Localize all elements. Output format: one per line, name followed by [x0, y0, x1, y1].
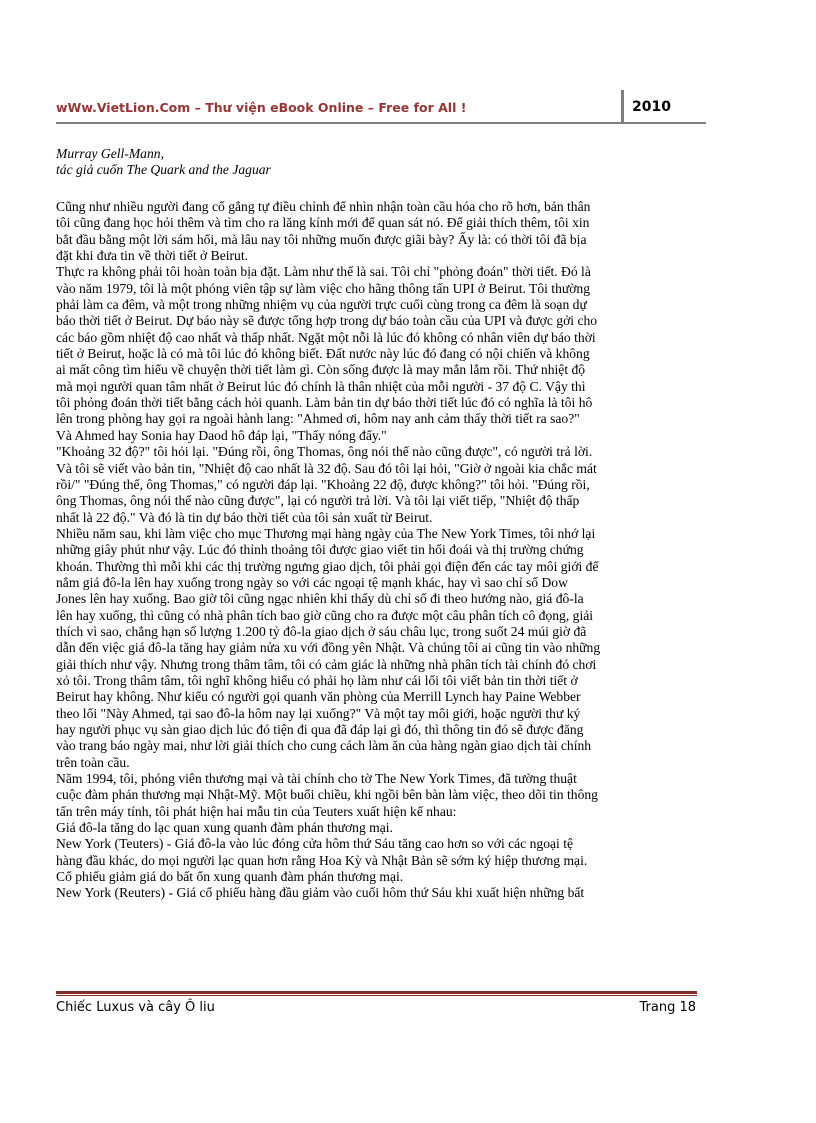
body-line: lên hay xuống, thì cũng có nhà phân tích bao giờ cũng cho ra được một câu phân tích cô đọng, giải — [56, 607, 594, 623]
body-line: rồi/" "Đúng thế, ông Thomas," có người đáp lại. "Khoảng 22 độ, được không?" tôi hỏi. "Đúng rồi, — [56, 476, 590, 492]
body-text — [56, 199, 696, 902]
footer-page-number: Trang 18 — [639, 1000, 696, 1015]
body-line: xỏ tôi. Trong thâm tâm, tôi nghĩ không hiểu có phải họ làm như cái lối tôi viết bản tin thời tiết ở — [56, 672, 578, 688]
body-line: Cũng như nhiều người đang cố gắng tự điều chỉnh để nhìn nhận toàn cầu hóa cho rõ hơn, bản thân — [56, 199, 591, 214]
body-line: Cổ phiếu giảm giá do bất ổn xung quanh đàm phán thương mại. — [56, 869, 404, 885]
header-divider — [621, 90, 624, 124]
body-line: vào năm 1979, tôi là một phóng viên tập sự làm việc cho hãng thông tấn UPI ở Beirut. Tôi thường — [56, 280, 591, 296]
body-line: Giá đô-la tăng do lạc quan xung quanh đàm phán thương mại. — [56, 820, 393, 836]
epigraph-attribution — [56, 146, 271, 178]
body-line: tiết ở Beirut, hoặc là có mà tôi lúc đó không biết. Đất nước này lúc đó đang có nội chiến và không — [56, 346, 590, 362]
body-line: hàng đầu khác, do mọi người lạc quan hơn rằng Hoa Kỳ và Nhật Bản sẽ sớm ký hiệp thương mại. — [56, 852, 588, 868]
body-line: Và Ahmed hay Sonia hay Daod hô đáp lại, "Thấy nóng đấy." — [56, 427, 387, 443]
body-line: tôi cũng đang học hỏi thêm và tìm cho ra lăng kính mới để quan sát nó. Để giải thích thêm, tôi xin — [56, 215, 590, 231]
body-line: tấn trên máy tính, tôi phát hiện hai mẫu tin của Teuters xuất hiện kế nhau: — [56, 803, 457, 819]
body-line: cuộc đàm phán thương mại Nhật-Mỹ. Một buổi chiều, khi ngồi bên bàn làm việc, theo dõi tin thông — [56, 787, 598, 803]
body-line: ai mất công tìm hiểu về chuyện thời tiết làm gì. Còn sống được là may mắn lắm rồi. Thứ nhiệt độ — [56, 362, 586, 378]
body-line: New York (Teuters) - Giá đô-la vào lúc đóng cửa hôm thứ Sáu tăng cao hơn so với các ngoại tệ — [56, 836, 574, 852]
body-line: dẫn đến việc giá đô-la tăng hay giảm nửa xu với đồng yên Nhật. Và chúng tôi ai cũng tin vào những — [56, 640, 601, 656]
header-year: 2010 — [632, 99, 671, 115]
body-line: "Khoảng 32 độ?" tôi hỏi lại. "Đúng rồi, ông Thomas, ông nói thế nào cũng được", có người trả lời. — [56, 444, 593, 460]
body-line: vào trang báo ngày mai, như lời giải thích cho cung cách làm ăn của hàng ngàn giao dịch tài chính — [56, 738, 592, 754]
body-line: báo thời tiết ở Beirut. Dự báo này sẽ được tổng hợp trong dự báo toàn cầu của UPI và được gởi cho — [56, 313, 598, 329]
body-line: đặt khi đưa tin về thời tiết ở Beirut. — [56, 248, 249, 264]
body-line: Jones lên hay xuống. Bao giờ tôi cũng ngạc nhiên khi thấy dù chỉ số đi theo hướng nào, giá đô-la — [56, 591, 584, 607]
body-line: trên toàn cầu. — [56, 754, 130, 770]
body-line: Thực ra không phải tôi hoàn toàn bịa đặt. Làm như thế là sai. Tôi chỉ "phỏng đoán" thời tiết. Đó là — [56, 264, 591, 280]
body-line: nhất là 22 độ." Và đó là tin dự báo thời tiết của tôi sản xuất từ Beirut. — [56, 509, 433, 525]
body-line: những giây phút như vậy. Lúc đó thỉnh thoảng tôi được giao viết tin hối đoái và thị trường chứng — [56, 542, 584, 558]
body-line: nắm giá đô-la lên hay xuống trong ngày so với các ngoại tệ mạnh khác, hay vì sao chỉ số Dow — [56, 574, 568, 590]
body-line: Nhiều năm sau, khi làm việc cho mục Thương mại hàng ngày của The New York Times, tôi nhớ lại — [56, 525, 596, 541]
body-line: phải làm ca đêm, và một trong những nhiệm vụ của người trực cuối cùng trong ca đêm là soạn dự — [56, 297, 587, 313]
body-line: giải thích như vậy. Nhưng trong thâm tâm, tôi có cảm giác là những nhà phân tích tài chính đó chơi — [56, 656, 597, 672]
body-line: các báo gồm nhiệt độ cao nhất và thấp nhất. Ngặt một nỗi là lúc đó không có nhân viên dự báo thời — [56, 329, 596, 345]
body-line: Beirut hay không. Như kiểu có người gọi quanh văn phòng của Merrill Lynch hay Paine Webber — [56, 689, 581, 705]
body-line: hay người phục vụ sàn giao dịch lúc đó tiện đi qua đã đáp lại gì đó, thì thông tin đó sẽ được đăng — [56, 722, 584, 737]
body-line: mà mọi người quan tâm nhất ở Beirut lúc đó chính là thân nhiệt của mỗi người - 37 độ C. Vậy thì — [56, 378, 586, 394]
body-line: ông Thomas, ông nói thế nào cũng được", lại có người trả lời. Và tôi lại viết tiếp, "Nhiệt độ thấp — [56, 493, 580, 509]
site-header-title[interactable]: wWw.VietLion.Com – Thư viện eBook Online – Free for All ! — [56, 100, 467, 115]
body-line: tôi phỏng đoán thời tiết bằng cách hỏi quanh. Làm bản tin dự báo thời tiết lúc đó có nghĩa là tôi hô — [56, 395, 593, 411]
footer-book-title: Chiếc Luxus và cây Ô liu — [56, 1000, 215, 1015]
page-header — [56, 90, 706, 124]
body-line: Năm 1994, tôi, phóng viên thương mại và tài chính cho tờ The New York Times, đã tường thuật — [56, 771, 577, 787]
body-line: thích vì sao, chẳng hạn số lượng 1.200 tỷ đô-la giao dịch ở sáu châu lục, trong suốt 24 múi giờ đã — [56, 623, 587, 639]
body-line: lên trong phòng hay gọi ra ngoài hành lang: "Ahmed ơi, hôm nay anh cảm thấy thời tiết ra sao?" — [56, 411, 580, 427]
body-line: theo lối "Này Ahmed, tại sao đô-la hôm nay lại xuống?" Và một tay môi giới, hoặc người thư ký — [56, 705, 581, 721]
header-rule — [56, 122, 706, 124]
footer-rule-thin — [56, 995, 697, 996]
body-line: bắt đầu bằng một lời sám hối, mà lâu nay tôi những muốn được giãi bày? Ấy là: có thời tôi đã bịa — [56, 231, 587, 247]
footer-rule-thick — [56, 991, 697, 994]
body-line: New York (Reuters) - Giá cổ phiếu hàng đầu giảm vào cuối hôm thứ Sáu khi xuất hiện những bất — [56, 885, 585, 901]
quote-author: Murray Gell-Mann, — [56, 146, 164, 161]
quote-source: tác giả cuốn The Quark and the Jaguar — [56, 162, 271, 177]
body-line: khoán. Thường thì mỗi khi các thị trường ngưng giao dịch, tôi phải gọi điện đến các tay môi giới để — [56, 558, 599, 574]
body-line: Và tôi sẽ viết vào bản tin, "Nhiệt độ cao nhất là 32 độ. Sau đó tôi lại hỏi, "Giờ ở ngoài kia chắc mát — [56, 460, 597, 476]
